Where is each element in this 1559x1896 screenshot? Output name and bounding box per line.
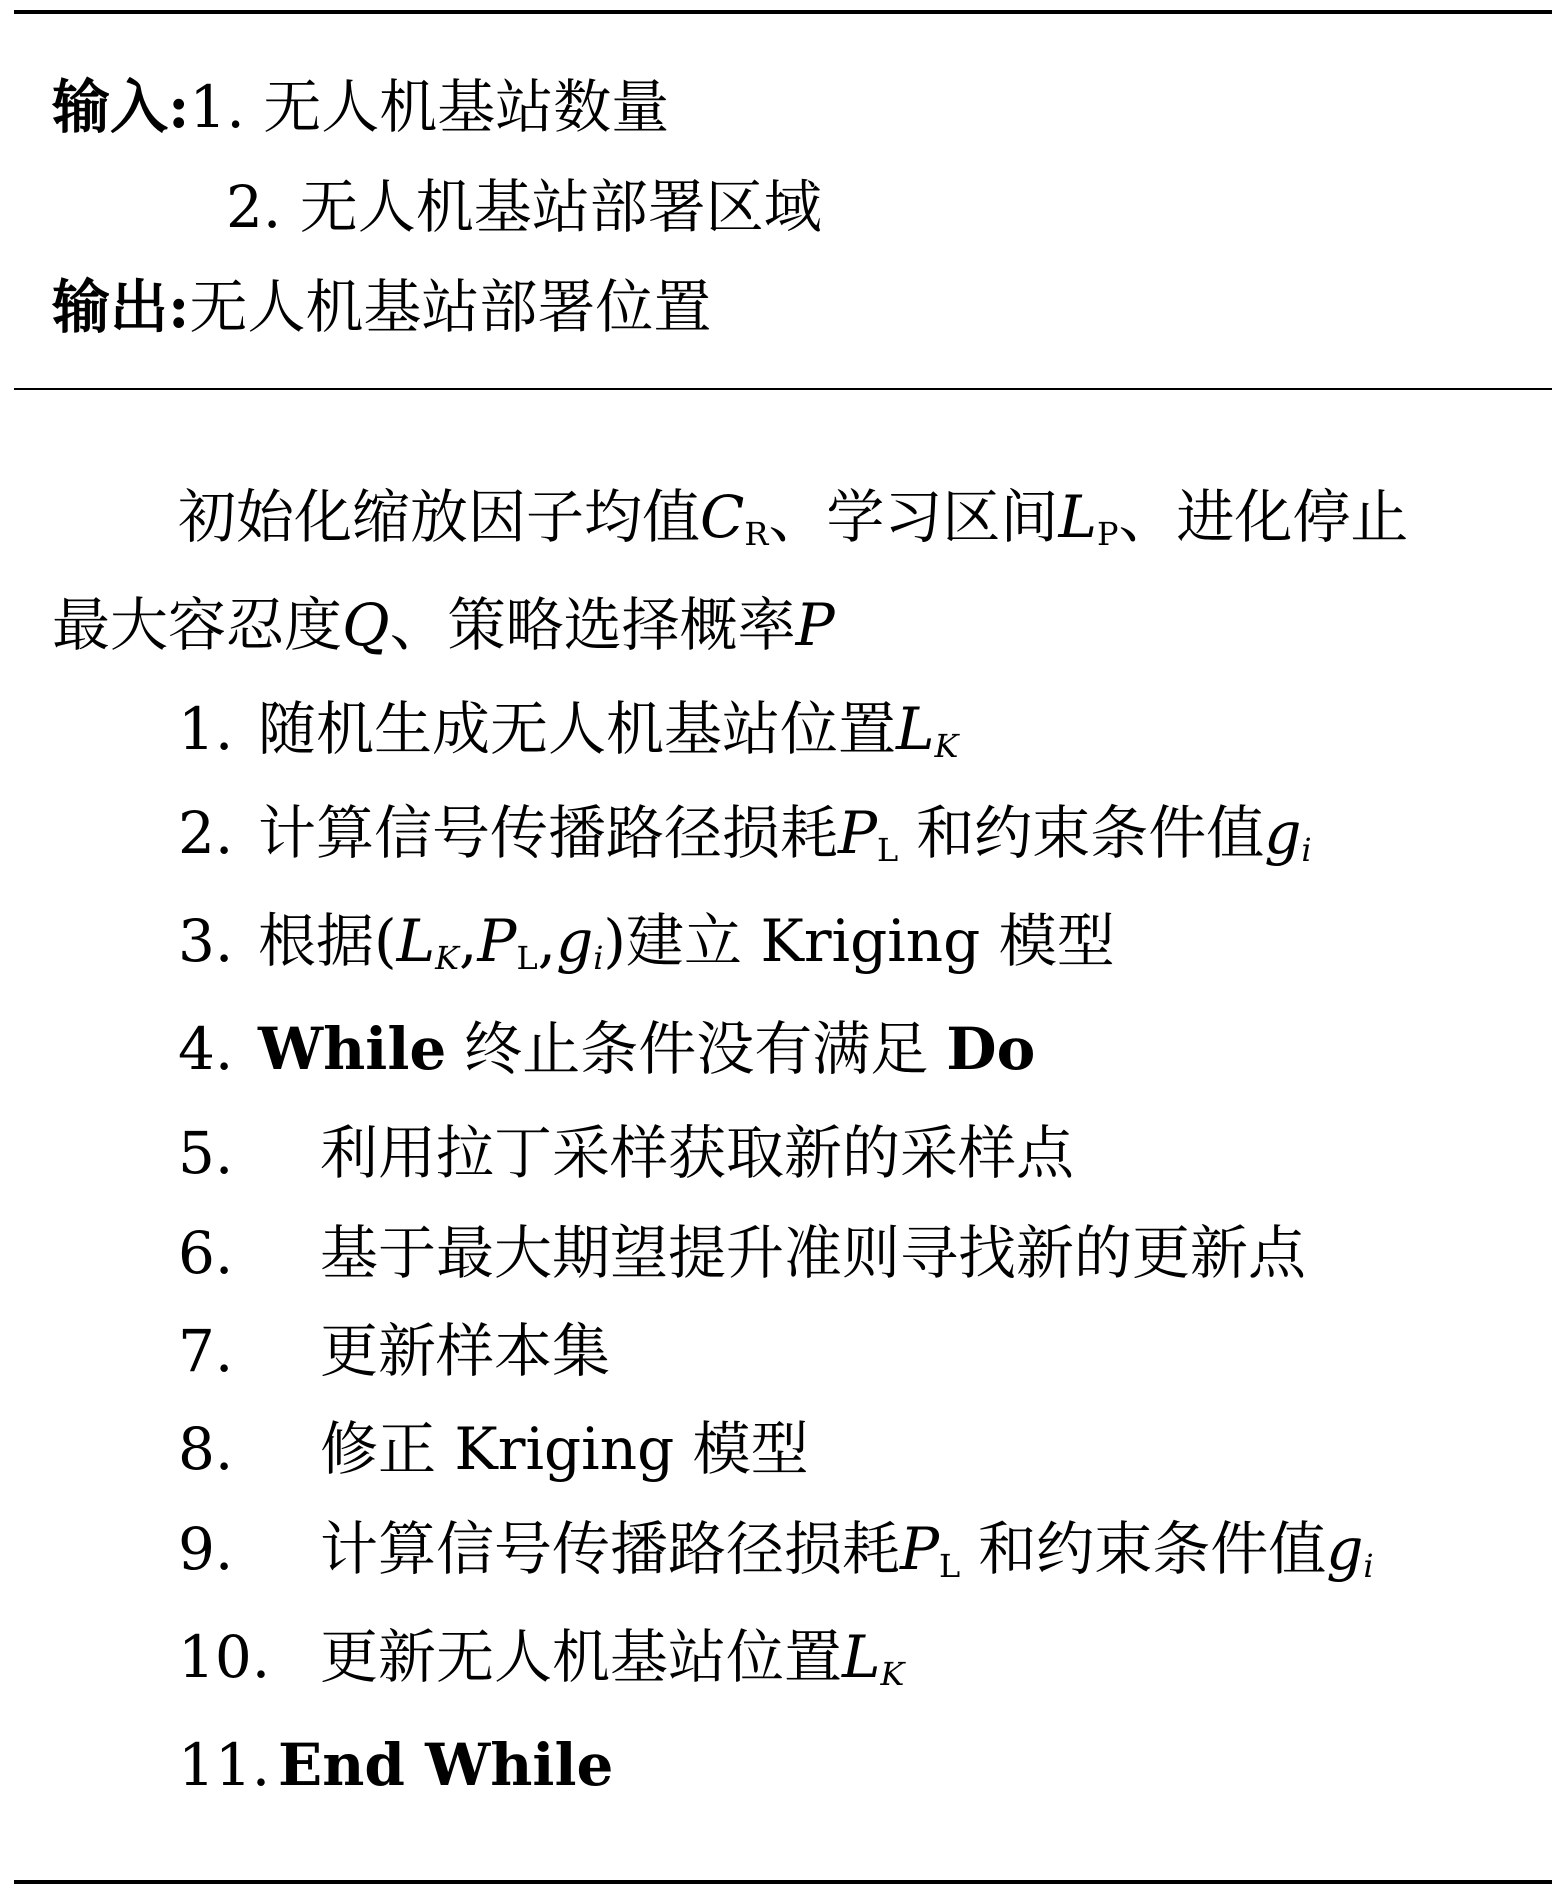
var-l: L (842, 1623, 881, 1691)
var-g: g (1264, 799, 1302, 867)
var-g: g (1326, 1515, 1364, 1583)
middle-rule (14, 388, 1552, 390)
keyword-while: While (258, 1015, 447, 1083)
var-p: P (900, 1515, 940, 1583)
var-p: P (838, 799, 878, 867)
var-l-sub: K (934, 726, 959, 765)
init-text-3: 、进化停止 (1118, 483, 1409, 551)
step-5 (178, 1119, 1075, 1187)
step-text: 利用拉丁采样获取新的采样点 (320, 1119, 1075, 1187)
input-item-2: 2. 无人机基站部署区域 (226, 173, 822, 241)
var-p-sub: L (877, 830, 899, 869)
var-g: g (556, 907, 594, 975)
output-label: 输出: (52, 273, 190, 341)
init-text-2: 、学习区间 (768, 483, 1059, 551)
var-p-sub: L (516, 938, 538, 977)
output-item: 无人机基站部署位置 (189, 273, 712, 341)
step-number: 3. (178, 907, 234, 975)
step-text-2: 和约束条件值 (916, 799, 1265, 867)
var-c: C (700, 483, 745, 551)
var-c-sub: R (744, 514, 769, 553)
var-g-sub: i (593, 938, 604, 977)
step-9 (178, 1515, 1374, 1585)
var-l-sub: K (880, 1654, 905, 1693)
step-number: 8. (178, 1415, 234, 1483)
init-line-1 (178, 483, 1409, 553)
step-number: 1. (178, 695, 234, 763)
var-l: L (1058, 483, 1097, 551)
step-text: 修正 Kriging 模型 (320, 1415, 809, 1483)
step-8 (178, 1415, 809, 1483)
var-l-sub: K (435, 938, 459, 977)
var-q: Q (342, 591, 390, 659)
step-11 (178, 1731, 614, 1799)
step-4 (178, 1015, 1036, 1083)
step-7 (178, 1317, 611, 1385)
step-3: 3. 根据$(L_K,P_L,g_i)$建立 Kriging 模型 (178, 907, 1115, 977)
var-p: P (477, 907, 517, 975)
keyword-end-while: End While (278, 1731, 614, 1799)
step-text: 计算信号传播路径损耗 (320, 1515, 901, 1583)
init-text-5: 、策略选择概率 (389, 591, 796, 659)
step-number: 11. (178, 1731, 271, 1799)
input-line-1 (52, 73, 670, 141)
bottom-rule (14, 1880, 1552, 1884)
input-item-1: 1. 无人机基站数量 (189, 73, 670, 141)
var-g-sub: i (1301, 830, 1312, 869)
step-number: 9. (178, 1515, 234, 1583)
step-number: 6. (178, 1219, 234, 1287)
step-text: 更新样本集 (320, 1317, 611, 1385)
step-text: 基于最大期望提升准则寻找新的更新点 (320, 1219, 1307, 1287)
step-text: 更新无人机基站位置 (320, 1623, 843, 1691)
step-text: 根据( (258, 907, 397, 975)
step-text: 计算信号传播路径损耗 (258, 799, 839, 867)
step-6 (178, 1219, 1307, 1287)
step-text-2: 和约束条件值 (978, 1515, 1327, 1583)
step-number: 5. (178, 1119, 234, 1187)
init-line-2 (52, 591, 835, 659)
var-p: P (795, 591, 835, 659)
var-p-sub: L (939, 1546, 961, 1585)
input-line-2 (226, 173, 822, 241)
step-number: 7. (178, 1317, 234, 1385)
var-l-sub: P (1096, 514, 1119, 553)
init-text-4: 最大容忍度 (52, 591, 343, 659)
step-2 (178, 799, 1312, 869)
init-text-1: 初始化缩放因子均值 (178, 483, 701, 551)
step-text: 终止条件没有满足 (464, 1015, 929, 1083)
var-l: L (396, 907, 436, 975)
step-text-2: )建立 Kriging 模型 (603, 907, 1115, 975)
top-rule (14, 10, 1552, 14)
keyword-do: Do (946, 1015, 1036, 1083)
step-10 (178, 1623, 905, 1693)
output-line (52, 273, 712, 341)
step-number: 10. (178, 1623, 271, 1691)
input-label: 输入: (52, 73, 190, 141)
step-text: 随机生成无人机基站位置 (258, 695, 897, 763)
var-l: L (896, 695, 935, 763)
var-g-sub: i (1363, 1546, 1374, 1585)
step-number: 2. (178, 799, 234, 867)
step-number: 4. (178, 1015, 234, 1083)
step-1 (178, 695, 959, 765)
